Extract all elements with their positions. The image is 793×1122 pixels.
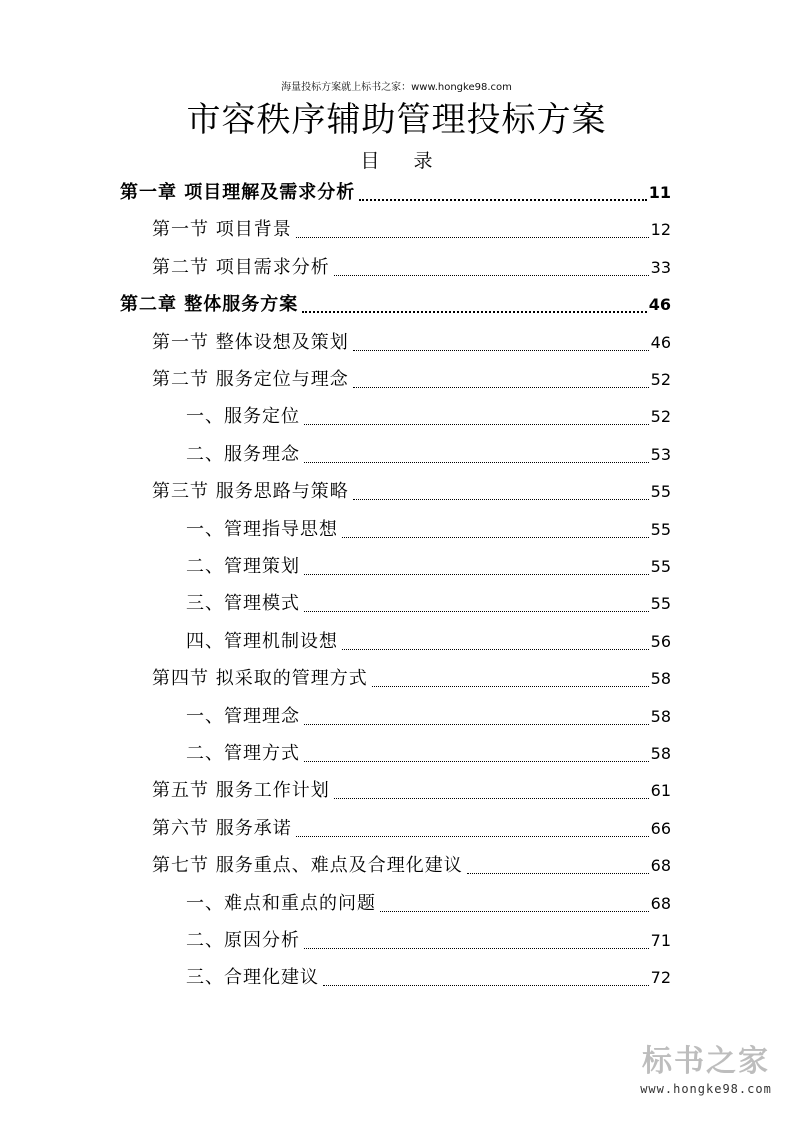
toc-leader-dots bbox=[372, 686, 649, 687]
toc-entry-label: 第一章 项目理解及需求分析 bbox=[120, 182, 356, 203]
toc-entry-label: 一、管理理念 bbox=[186, 706, 300, 727]
toc-entry-label: 一、服务定位 bbox=[186, 406, 300, 427]
toc-entry-label: 二、管理策划 bbox=[186, 556, 300, 577]
toc-leader-dots bbox=[304, 462, 649, 463]
toc-entry[interactable] bbox=[152, 661, 671, 691]
toc-entry[interactable] bbox=[152, 811, 671, 841]
toc-leader-dots bbox=[304, 611, 649, 612]
toc-entry-page: 58 bbox=[650, 744, 671, 763]
toc-entry-page: 58 bbox=[650, 669, 671, 688]
toc-entry-page: 66 bbox=[650, 819, 671, 838]
toc-entry[interactable] bbox=[152, 848, 671, 878]
toc-entry-label: 一、管理指导思想 bbox=[186, 519, 338, 540]
toc-entry-label: 三、合理化建议 bbox=[186, 967, 319, 988]
toc-entry-page: 53 bbox=[650, 445, 671, 464]
toc-leader-dots bbox=[296, 237, 649, 238]
toc-leader-dots bbox=[304, 761, 649, 762]
toc-leader-dots bbox=[296, 836, 649, 837]
toc-entry-page: 56 bbox=[650, 632, 671, 651]
toc-entry-label: 第三节 服务思路与策略 bbox=[152, 481, 349, 502]
toc-entry[interactable] bbox=[152, 362, 671, 392]
toc-leader-dots bbox=[304, 424, 649, 425]
toc-entry[interactable] bbox=[186, 886, 671, 916]
toc-entry[interactable] bbox=[152, 325, 671, 355]
toc-entry-page: 11 bbox=[648, 183, 671, 202]
toc-entry[interactable] bbox=[186, 437, 671, 467]
toc-entry-page: 46 bbox=[648, 295, 671, 314]
toc-entry-label: 四、管理机制设想 bbox=[186, 631, 338, 652]
toc-entry-label: 二、原因分析 bbox=[186, 930, 300, 951]
toc-leader-dots bbox=[353, 350, 649, 351]
toc-leader-dots bbox=[342, 537, 649, 538]
toc-entry[interactable] bbox=[186, 699, 671, 729]
toc-entry[interactable] bbox=[186, 923, 671, 953]
toc-entry-page: 61 bbox=[650, 781, 671, 800]
toc-leader-dots bbox=[323, 985, 649, 986]
toc-entry[interactable] bbox=[186, 960, 671, 990]
toc-entry-label: 第一节 项目背景 bbox=[152, 219, 292, 240]
toc-entry-label: 第二节 服务定位与理念 bbox=[152, 369, 349, 390]
document-title: 市容秩序辅助管理投标方案 bbox=[186, 100, 607, 140]
toc-entry[interactable] bbox=[186, 512, 671, 542]
logo-url: www.hongke98.com bbox=[640, 1082, 772, 1096]
toc-leader-dots bbox=[359, 199, 646, 201]
toc-entry-label: 二、服务理念 bbox=[186, 444, 300, 465]
toc-entry-label: 三、管理模式 bbox=[186, 593, 300, 614]
toc-entry[interactable] bbox=[152, 250, 671, 280]
toc-entry-page: 55 bbox=[650, 520, 671, 539]
toc-entry-label: 第二节 项目需求分析 bbox=[152, 257, 330, 278]
toc-heading: 目 录 bbox=[360, 150, 447, 172]
toc-entry-page: 52 bbox=[650, 370, 671, 389]
toc-entry-page: 55 bbox=[650, 557, 671, 576]
toc-entry[interactable] bbox=[186, 624, 671, 654]
toc-leader-dots bbox=[334, 275, 649, 276]
toc-entry-page: 33 bbox=[650, 258, 671, 277]
toc-entry-page: 55 bbox=[650, 482, 671, 501]
toc-entry-page: 58 bbox=[650, 707, 671, 726]
toc-leader-dots bbox=[334, 798, 649, 799]
toc-entry-label: 一、难点和重点的问题 bbox=[186, 893, 376, 914]
site-logo bbox=[631, 1042, 781, 1112]
toc-leader-dots bbox=[467, 873, 649, 874]
toc-entry-label: 第五节 服务工作计划 bbox=[152, 780, 330, 801]
toc-leader-dots bbox=[304, 948, 649, 949]
toc-leader-dots bbox=[380, 911, 649, 912]
toc-entry-page: 55 bbox=[650, 594, 671, 613]
toc-entry[interactable] bbox=[152, 212, 671, 242]
toc-entry-label: 第一节 整体设想及策划 bbox=[152, 332, 349, 353]
toc-entry-page: 52 bbox=[650, 407, 671, 426]
toc-leader-dots bbox=[304, 574, 649, 575]
toc-entry[interactable] bbox=[186, 399, 671, 429]
toc-leader-dots bbox=[353, 387, 649, 388]
toc-entry-page: 71 bbox=[650, 931, 671, 950]
toc-entry-label: 第二章 整体服务方案 bbox=[120, 294, 299, 315]
toc-leader-dots bbox=[342, 649, 649, 650]
toc-entry[interactable] bbox=[186, 736, 671, 766]
toc-entry-label: 第七节 服务重点、难点及合理化建议 bbox=[152, 855, 463, 876]
toc-leader-dots bbox=[302, 311, 646, 313]
toc-leader-dots bbox=[304, 724, 649, 725]
toc-entry[interactable] bbox=[152, 773, 671, 803]
toc-entry-page: 68 bbox=[650, 894, 671, 913]
toc-entry-page: 72 bbox=[650, 968, 671, 987]
toc-entry-page: 68 bbox=[650, 856, 671, 875]
toc-entry[interactable] bbox=[120, 287, 671, 317]
toc-entry[interactable] bbox=[152, 474, 671, 504]
toc-entry-label: 第六节 服务承诺 bbox=[152, 818, 292, 839]
header-note: 海量投标方案就上标书之家：www.hongke98.com bbox=[281, 82, 512, 93]
toc-entry-page: 46 bbox=[650, 333, 671, 352]
toc-entry-label: 第四节 拟采取的管理方式 bbox=[152, 668, 368, 689]
toc-entry-page: 12 bbox=[650, 220, 671, 239]
toc-entry[interactable] bbox=[120, 175, 671, 205]
toc-entry[interactable] bbox=[186, 549, 671, 579]
toc-entry[interactable] bbox=[186, 586, 671, 616]
toc-entry-label: 二、管理方式 bbox=[186, 743, 300, 764]
logo-text: 标书之家 bbox=[642, 1044, 770, 1079]
toc-leader-dots bbox=[353, 499, 649, 500]
